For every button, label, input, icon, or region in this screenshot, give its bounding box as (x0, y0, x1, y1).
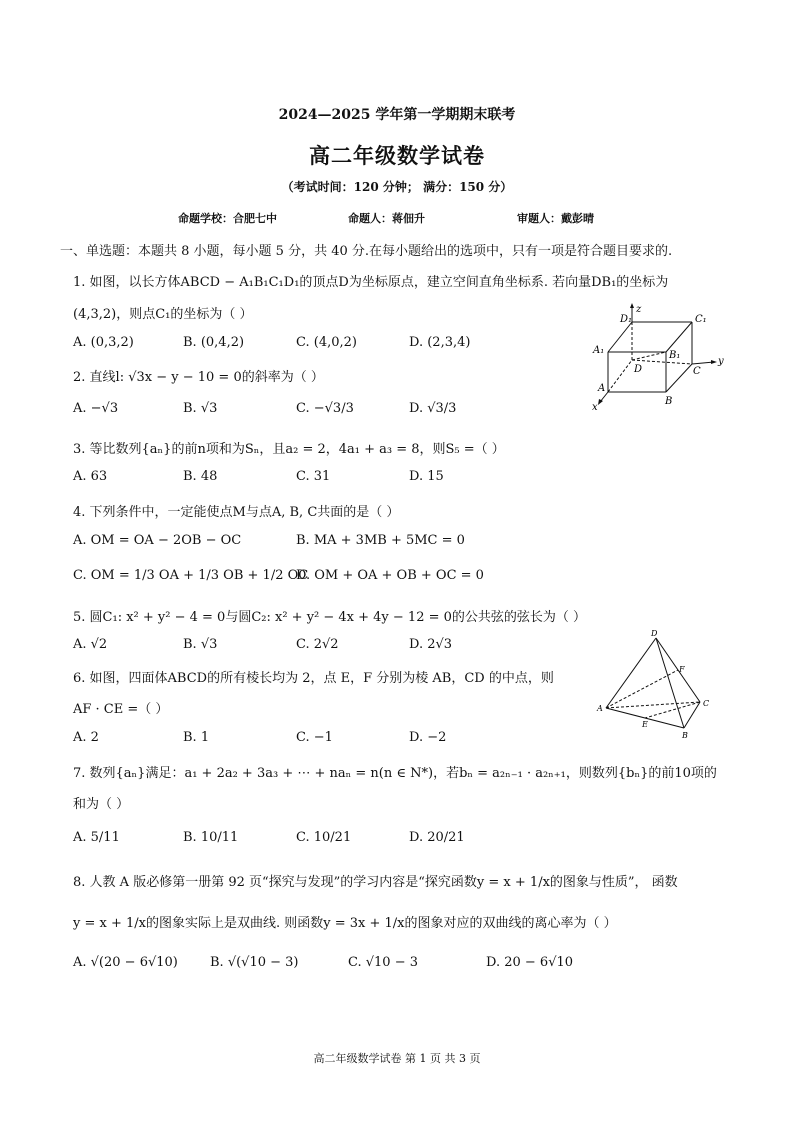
q7-option-c: C. 10/21 (296, 830, 352, 845)
q1-stem-line1: 1. 如图，以长方体ABCD − A₁B₁C₁D₁的顶点D为坐标原点，建立空间直角坐标系. 若向量DB₁的坐标为 (73, 275, 669, 290)
cuboid-figure (590, 300, 730, 412)
label-a1: A₁ (593, 345, 605, 356)
q8-stem-line2: y = x + 1/x的图象实际上是双曲线. 则函数y = 3x + 1/x的图象对应的双曲线的离心率为（ ） (73, 916, 617, 931)
reviewer-label: 审题人：戴彭晴 (517, 212, 594, 225)
q4-option-c: C. OM = 1/3 OA + 1/3 OB + 1/2 OC (73, 568, 309, 583)
q1-stem-line2: (4,3,2)，则点C₁的坐标为（ ） (73, 307, 253, 322)
q8-option-d: D. 20 − 6√10 (486, 955, 574, 970)
section-heading: 一、单选题：本题共 8 小题，每小题 5 分，共 40 分.在每小题给出的选项中，只有一项是符合题目要求的. (60, 244, 673, 259)
label-b: B (665, 396, 673, 407)
q2-option-b: B. √3 (183, 401, 218, 416)
label-d: D (634, 364, 643, 375)
q6-option-b: B. 1 (183, 730, 210, 745)
tetra-label-c: C (703, 699, 710, 708)
q7-option-d: D. 20/21 (409, 830, 465, 845)
author-label: 命题人：蒋佃升 (348, 212, 425, 225)
tetra-label-f: F (679, 665, 685, 674)
q7-option-a: A. 5/11 (73, 830, 120, 845)
q2-stem: 2. 直线l: √3x − y − 10 = 0的斜率为（ ） (73, 370, 324, 385)
q2-option-d: D. √3/3 (409, 401, 457, 416)
q3-stem: 3. 等比数列{aₙ}的前n项和为Sₙ，且a₂ = 2，4a₁ + a₃ = 8，则S₅ =（ ） (73, 442, 505, 457)
label-c: C (693, 366, 701, 377)
q4-option-a: A. OM = OA − 2OB − OC (73, 533, 242, 548)
q5-option-d: D. 2√3 (409, 637, 453, 652)
tetra-label-e: E (642, 720, 648, 729)
tetra-label-d: D (651, 629, 658, 638)
q6-stem-line2: AF · CE =（ ） (73, 702, 169, 717)
q5-option-a: A. √2 (73, 637, 108, 652)
q6-option-a: A. 2 (73, 730, 99, 745)
label-z: z (636, 304, 642, 315)
q5-option-c: C. 2√2 (296, 637, 339, 652)
q8-option-b: B. √(√10 − 3) (210, 955, 299, 970)
q3-option-b: B. 48 (183, 469, 218, 484)
page-footer: 高二年级数学试卷 第 1 页 共 3 页 (313, 1052, 481, 1065)
q4-option-b: B. MA + 3MB + 5MC = 0 (296, 533, 465, 548)
q7-stem-line1: 7. 数列{aₙ}满足：a₁ + 2a₂ + 3a₃ + ⋯ + naₙ = n(n ∈ N*)，若bₙ = a₂ₙ₋₁ · a₂ₙ₊₁，则数列{bₙ}的前10项的 (73, 766, 717, 781)
q3-option-c: C. 31 (296, 469, 331, 484)
tetrahedron-figure (594, 626, 718, 744)
q8-stem-line1: 8. 人教 A 版必修第一册第 92 页“探究与发现”的学习内容是“探究函数y = x + 1/x的图象与性质”， 函数 (73, 875, 678, 890)
label-y: y (718, 356, 724, 367)
q1-option-d: D. (2,3,4) (409, 335, 471, 350)
q4-option-d: D. OM + OA + OB + OC = 0 (296, 568, 484, 583)
label-d1: D₁ (620, 314, 633, 325)
school-label: 命题学校：合肥七中 (178, 212, 277, 225)
q3-option-a: A. 63 (73, 469, 108, 484)
tetra-label-b: B (682, 731, 688, 740)
q6-option-c: C. −1 (296, 730, 333, 745)
label-a: A (598, 383, 606, 394)
year-title: 2024—2025 学年第一学期期末联考 (278, 107, 516, 123)
label-c1: C₁ (695, 314, 707, 325)
q5-option-b: B. √3 (183, 637, 218, 652)
q8-option-a: A. √(20 − 6√10) (73, 955, 178, 970)
q1-option-b: B. (0,4,2) (183, 335, 245, 350)
q7-stem-line2: 和为（ ） (73, 797, 130, 812)
q1-option-a: A. (0,3,2) (73, 335, 134, 350)
main-title: 高二年级数学试卷 (309, 143, 485, 168)
exam-info: （考试时间：120 分钟； 满分：150 分） (281, 180, 513, 194)
q8-option-c: C. √10 − 3 (348, 955, 419, 970)
tetra-label-a: A (597, 704, 603, 713)
q6-stem-line1: 6. 如图，四面体ABCD的所有棱长均为 2，点 E，F 分别为棱 AB，CD 的中点，则 (73, 671, 554, 686)
label-x: x (592, 402, 598, 412)
q2-option-a: A. −√3 (73, 401, 119, 416)
q1-option-c: C. (4,0,2) (296, 335, 357, 350)
q5-stem: 5. 圆C₁: x² + y² − 4 = 0与圆C₂: x² + y² − 4x + 4y − 12 = 0的公共弦的弦长为（ ） (73, 610, 587, 625)
q4-stem: 4. 下列条件中，一定能使点M与点A, B, C共面的是（ ） (73, 505, 400, 520)
q2-option-c: C. −√3/3 (296, 401, 354, 416)
q7-option-b: B. 10/11 (183, 830, 239, 845)
q3-option-d: D. 15 (409, 469, 444, 484)
q6-option-d: D. −2 (409, 730, 447, 745)
label-b1: B₁ (669, 350, 681, 361)
